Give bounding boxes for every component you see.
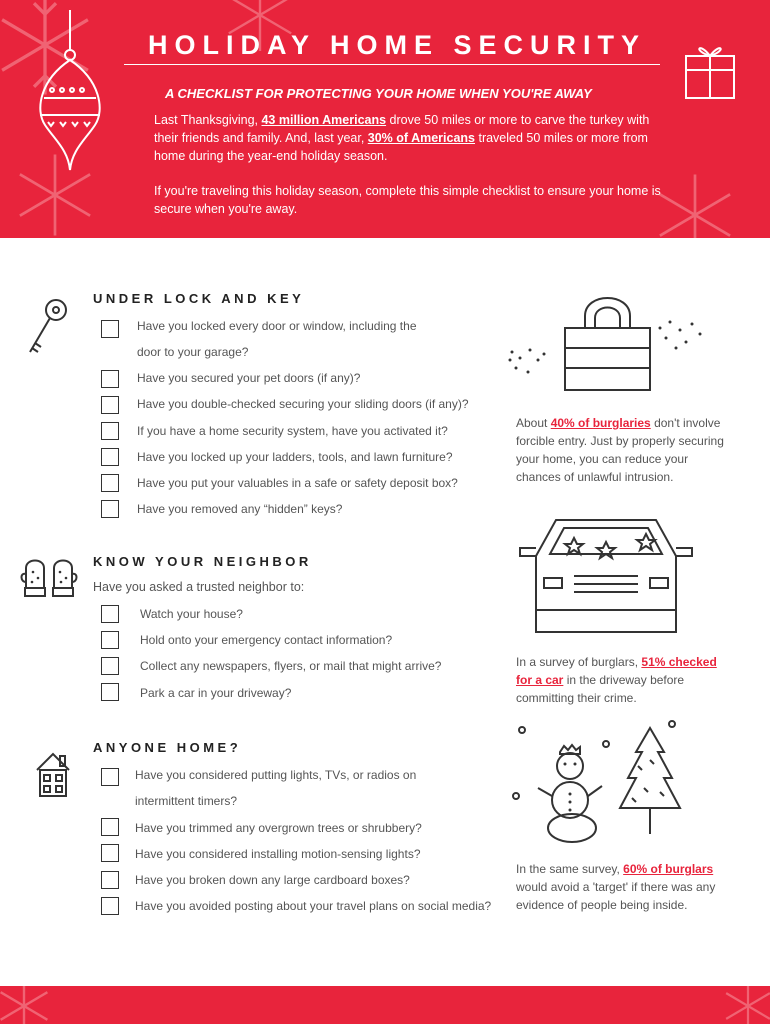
checklist-item: Have you double-checked securing your sliding doors (if any)? xyxy=(137,397,469,411)
checkbox[interactable] xyxy=(101,871,119,889)
page-subtitle: A CHECKLIST FOR PROTECTING YOUR HOME WHEN YOU'RE AWAY xyxy=(165,86,592,101)
checklist-item: Have you locked up your ladders, tools, and lawn furniture? xyxy=(137,450,453,464)
section-title-neighbor: KNOW YOUR NEIGHBOR xyxy=(93,554,312,569)
section-prompt: Have you asked a trusted neighbor to: xyxy=(93,580,305,594)
checkbox[interactable] xyxy=(101,631,119,649)
mittens-icon xyxy=(20,556,78,600)
intro-paragraph: Last Thanksgiving, 43 million Americans drove 50 miles or more to carve the turkey with their friends and family. And, last year, 30% of Americans traveled 50 miles or more from home during the year-end holiday season. xyxy=(154,113,650,163)
checkbox[interactable] xyxy=(101,683,119,701)
checkbox[interactable] xyxy=(101,768,119,786)
checklist-item: Have you locked every door or window, including the xyxy=(137,319,417,333)
checklist-item: door to your garage? xyxy=(137,345,249,359)
fact-car: In a survey of burglars, 51% checked for a car in the driveway before committing their crime. xyxy=(516,655,717,705)
snowflake-icon xyxy=(720,986,770,1024)
checklist-item: Have you secured your pet doors (if any)? xyxy=(137,371,361,385)
fact-burglaries: About 40% of burglaries don't involve forcible entry. Just by properly securing your home, you can reduce your chances of unlawful intrusion. xyxy=(516,416,724,484)
checkbox[interactable] xyxy=(101,605,119,623)
checklist-item: Have you broken down any large cardboard boxes? xyxy=(135,873,410,887)
checkbox[interactable] xyxy=(101,657,119,675)
house-icon xyxy=(33,748,73,800)
checklist-item: Have you removed any “hidden” keys? xyxy=(137,502,343,516)
checkbox[interactable] xyxy=(101,448,119,466)
snowman-icon xyxy=(510,720,610,844)
checkbox[interactable] xyxy=(101,396,119,414)
checklist-item: Have you trimmed any overgrown trees or shrubbery? xyxy=(135,821,422,835)
checklist-item: Park a car in your driveway? xyxy=(140,686,292,700)
tree-icon xyxy=(610,716,690,840)
snowflake-icon xyxy=(0,986,54,1024)
padlock-icon xyxy=(500,288,715,394)
checklist-item: Have you considered installing motion-sensing lights? xyxy=(135,847,421,861)
ornament-icon xyxy=(30,10,110,175)
checkbox[interactable] xyxy=(101,897,119,915)
checkbox[interactable] xyxy=(101,844,119,862)
checklist-item: Have you put your valuables in a safe or safety deposit box? xyxy=(137,476,458,490)
checkbox[interactable] xyxy=(101,818,119,836)
header-banner xyxy=(0,0,770,238)
checklist-item: Hold onto your emergency contact information? xyxy=(140,633,393,647)
gift-icon xyxy=(682,40,738,102)
page-title: HOLIDAY HOME SECURITY xyxy=(148,30,647,60)
checklist-item: Have you considered putting lights, TVs, or radios on xyxy=(135,768,417,782)
fact-people-inside: In the same survey, 60% of burglars would avoid a 'target' if there was any evidence of people being inside. xyxy=(516,862,716,912)
checkbox[interactable] xyxy=(101,474,119,492)
section-title-lock: UNDER LOCK AND KEY xyxy=(93,291,305,306)
checkbox[interactable] xyxy=(101,500,119,518)
car-icon xyxy=(516,514,696,636)
checkbox[interactable] xyxy=(101,422,119,440)
title-divider xyxy=(124,64,660,65)
footer-banner xyxy=(0,986,770,1024)
checkbox[interactable] xyxy=(101,370,119,388)
checklist-item: Watch your house? xyxy=(140,607,243,621)
intro-paragraph-2: If you're traveling this holiday season, complete this simple checklist to ensure your home is secure when you're away. xyxy=(154,184,661,216)
section-title-home: ANYONE HOME? xyxy=(93,740,242,755)
checklist-item: intermittent timers? xyxy=(135,794,238,808)
checkbox[interactable] xyxy=(101,320,119,338)
checklist-item: If you have a home security system, have you activated it? xyxy=(137,424,448,438)
key-icon xyxy=(22,296,72,358)
checklist-item: Have you avoided posting about your travel plans on social media? xyxy=(135,899,492,913)
checklist-item: Collect any newspapers, flyers, or mail that might arrive? xyxy=(140,659,442,673)
